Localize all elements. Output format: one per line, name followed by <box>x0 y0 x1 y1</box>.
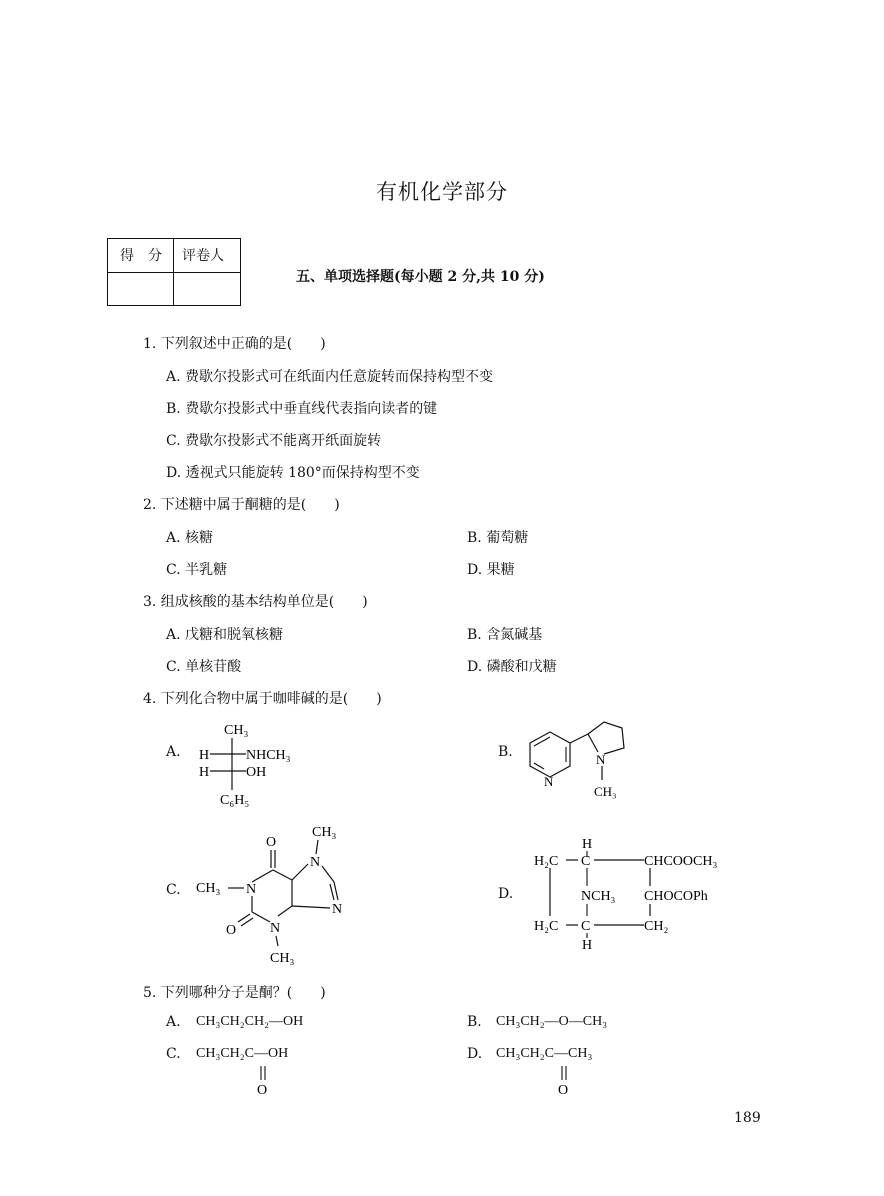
option-a: A. <box>166 1014 181 1030</box>
score-input-cell[interactable] <box>108 273 172 305</box>
q5c-carbonyl <box>252 1064 276 1098</box>
q4d-h-top: H <box>582 837 593 852</box>
q4a-h1: H <box>199 748 210 763</box>
q4d-h2c-top: H₂C <box>534 854 559 869</box>
q4a-h2: H <box>199 765 210 780</box>
q5d-formula: CH₃CH₂C—CH₃ <box>496 1046 593 1061</box>
option-b: B. 葡萄糖 <box>467 530 529 546</box>
option-d: D. <box>467 1046 483 1062</box>
q4b-methyl: CH₃ <box>594 784 617 799</box>
q4c-n1: N <box>246 882 257 897</box>
option-d: D. 磷酸和戊糖 <box>467 659 557 675</box>
q4b-pyrrolidine-n: N <box>596 752 606 767</box>
option-c: C. 费歇尔投影式不能离开纸面旋转 <box>166 433 382 449</box>
q4d-h2c-bottom: H₂C <box>534 919 559 934</box>
option-c: C. <box>166 1046 181 1062</box>
q4b-pyridine-n: N <box>544 774 554 789</box>
option-a: A. 戊糖和脱氧核糖 <box>166 627 284 643</box>
q4a-top: CH₃ <box>224 723 249 738</box>
option-b: B. <box>467 1014 482 1030</box>
structure-q4d <box>530 834 760 954</box>
q4d-nch3: NCH₃ <box>581 889 616 904</box>
structure-q4a <box>190 716 330 810</box>
option-b: B. 费歇尔投影式中垂直线代表指向读者的键 <box>166 401 438 417</box>
option-a: A. 核糖 <box>166 530 214 546</box>
q4c-n7: N <box>310 855 321 870</box>
q5d-oxygen: O <box>558 1083 569 1098</box>
q4c-n7-methyl: CH₃ <box>312 825 337 840</box>
q4c-n3: N <box>270 921 281 936</box>
grader-label: 评卷人 <box>182 248 224 264</box>
score-table <box>107 238 241 306</box>
question-stem: 2. 下述糖中属于酮糖的是( ) <box>143 497 340 513</box>
question-stem: 4. 下列化合物中属于咖啡碱的是( ) <box>143 691 382 707</box>
page-title: 有机化学部分 <box>376 180 508 204</box>
option-d: D. <box>498 886 514 902</box>
question-stem: 1. 下列叙述中正确的是( ) <box>143 336 326 352</box>
q4d-h-bottom: H <box>582 938 593 953</box>
option-c: C. <box>166 882 181 898</box>
q5c-formula: CH₃CH₂C—OH <box>196 1046 289 1061</box>
q4c-left-methyl: CH₃ <box>196 881 221 896</box>
q4c-n3-methyl: CH₃ <box>270 951 295 966</box>
q4a-nhch3: NHCH₃ <box>246 748 291 763</box>
option-b: B. <box>498 744 513 760</box>
option-d: D. 果糖 <box>467 562 515 578</box>
option-a: A. <box>166 744 181 760</box>
q4d-chocoph: CHOCOPh <box>644 889 708 904</box>
page-number: 189 <box>734 1110 761 1126</box>
option-d: D. 透视式只能旋转 180°而保持构型不变 <box>166 465 420 481</box>
q4c-o-top: O <box>266 835 277 850</box>
q4c-n9: N <box>332 902 343 917</box>
q4d-c-bottom: C <box>581 919 591 934</box>
grader-input-cell[interactable] <box>174 273 240 305</box>
q4d-c-top: C <box>581 854 591 869</box>
question-stem: 5. 下列哪种分子是酮？( ) <box>143 985 326 1001</box>
q4d-ch2: CH₂ <box>644 919 669 934</box>
option-b: B. 含氮碱基 <box>467 627 543 643</box>
q5a-formula: CH₃CH₂CH₂—OH <box>196 1014 304 1029</box>
q5d-carbonyl <box>553 1064 577 1098</box>
section-heading: 五、单项选择题(每小题 2 分,共 10 分) <box>296 269 545 285</box>
option-a: A. 费歇尔投影式可在纸面内任意旋转而保持构型不变 <box>166 369 494 385</box>
question-stem: 3. 组成核酸的基本结构单位是( ) <box>143 594 368 610</box>
q4a-oh: OH <box>246 765 267 780</box>
q5c-oxygen: O <box>257 1083 268 1098</box>
structure-q4b <box>520 714 650 804</box>
score-label: 得 分 <box>120 248 162 264</box>
option-c: C. 单核苷酸 <box>166 659 242 675</box>
q5b-formula: CH₃CH₂—O—CH₃ <box>496 1014 608 1029</box>
option-c: C. 半乳糖 <box>166 562 228 578</box>
structure-q4c <box>192 820 362 968</box>
q4a-bottom: C₆H₅ <box>220 793 250 808</box>
q4c-o-bottom: O <box>226 923 237 938</box>
q4d-chcooch3: CHCOOCH₃ <box>644 854 718 869</box>
